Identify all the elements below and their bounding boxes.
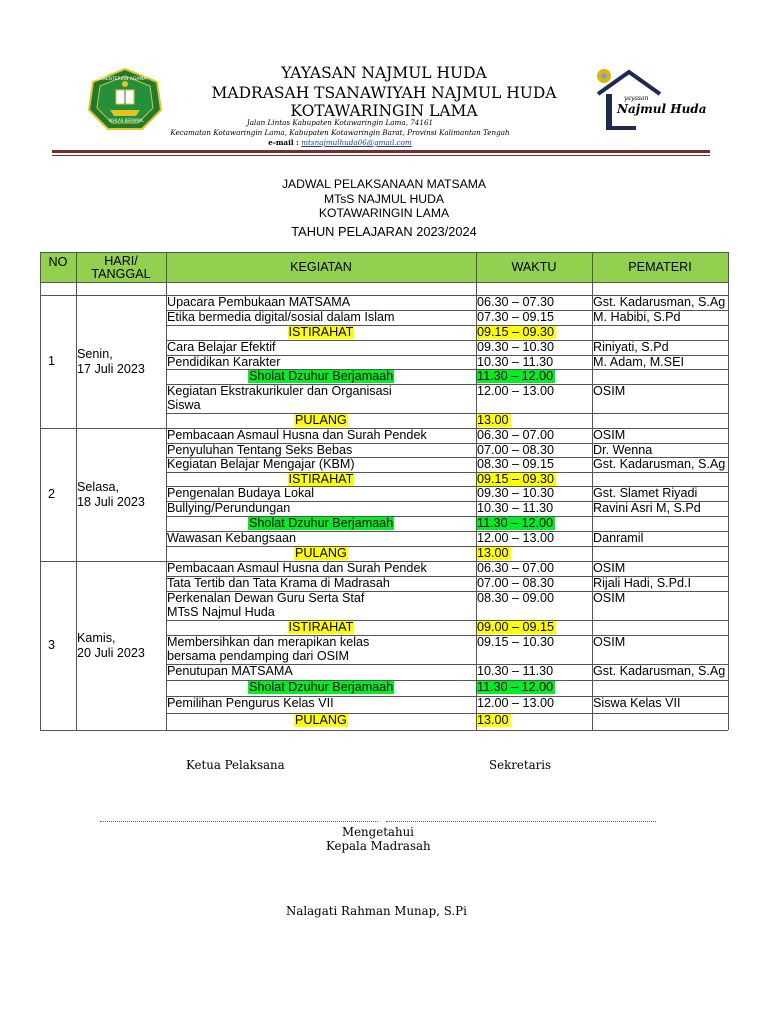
header-waktu: WAKTU — [511, 260, 557, 274]
time: 12.00 – 13.00 — [477, 531, 555, 545]
time: 08.30 – 09.15 — [477, 457, 555, 471]
activity: Membersihkan dan merapikan kelas — [167, 635, 370, 649]
row-line — [166, 325, 728, 326]
speaker: Riniyati, S.Pd — [593, 340, 669, 354]
activity: Kegiatan Ekstrakurikuler dan Organisasi — [167, 384, 392, 398]
header-pemateri: PEMATERI — [628, 260, 692, 274]
column-line — [728, 252, 729, 730]
kemenag-logo-text: KEMENTERIAN AGAMA — [96, 77, 147, 82]
day-number: 1 — [48, 353, 56, 368]
kemenag-logo-motto: IKHLAS BERAMAL — [109, 118, 144, 123]
time: 09.30 – 10.30 — [477, 340, 555, 354]
speaker: OSIM — [593, 384, 626, 398]
column-line — [592, 252, 593, 730]
activity: Bullying/Perundungan — [167, 501, 291, 515]
time: 10.30 – 11.30 — [477, 501, 554, 515]
day-date: 18 Juli 2023 — [77, 494, 145, 509]
time: 07.30 – 09.15 — [477, 310, 555, 324]
time: 13.00 — [477, 413, 509, 427]
activity: Penyuluhan Tentang Seks Bebas — [167, 443, 353, 457]
activity-highlight: PULANG — [295, 713, 347, 727]
activity: Kegiatan Belajar Mengajar (KBM) — [167, 457, 355, 471]
activity: Pengenalan Budaya Lokal — [167, 486, 315, 500]
header-no: NO — [48, 255, 68, 269]
day-number: 2 — [48, 486, 56, 501]
day-line — [40, 561, 166, 562]
activity-highlight: PULANG — [295, 413, 347, 427]
najmul-huda-logo-text: Najmul Huda — [617, 102, 707, 116]
activity: Pembacaan Asmaul Husna dan Surah Pendek — [167, 561, 427, 575]
activity-highlight: ISTIRAHAT — [288, 325, 354, 339]
time: 07.00 – 08.30 — [477, 443, 555, 457]
kepala-name: Nalagati Rahman Munap, S.Pi — [286, 904, 467, 918]
time: 07.00 – 08.30 — [477, 576, 555, 590]
najmul-huda-logo-small: yayasan — [624, 95, 649, 102]
activity: Pendidikan Karakter — [167, 355, 281, 369]
day-line — [40, 428, 166, 429]
speaker: OSIM — [593, 591, 626, 605]
schedule-title: JADWAL PELAKSANAAN MATSAMA — [281, 177, 487, 191]
address-line-2: Kecamatan Kotawaringin Lama, Kabupaten Kotawaringin Barat, Provinsi Kalimantan Tengah — [170, 128, 510, 137]
speaker: Gst. Slamet Riyadi — [593, 486, 698, 500]
time: 11.30 – 12.00 — [477, 680, 554, 694]
column-line — [166, 252, 167, 730]
schedule-year: TAHUN PELAJARAN 2023/2024 — [291, 224, 477, 239]
header-tanggal: TANGGAL — [91, 267, 151, 281]
email-label: e-mail : — [268, 138, 299, 147]
speaker: M. Adam, M.SEI — [593, 355, 684, 369]
mengetahui-label: Mengetahui — [342, 825, 414, 839]
time: 13.00 — [477, 713, 509, 727]
column-line — [40, 252, 41, 730]
time: 09.15 – 09.30 — [477, 325, 555, 339]
time: 13.00 — [477, 546, 509, 560]
school-location: KOTAWARINGIN LAMA — [290, 102, 478, 120]
time: 08.30 – 09.00 — [477, 591, 555, 605]
activity: Pembacaan Asmaul Husna dan Surah Pendek — [167, 428, 427, 442]
row-line — [166, 713, 728, 714]
time: 09.15 – 10.30 — [477, 635, 555, 649]
speaker: Ravini Asri M, S.Pd — [593, 501, 701, 515]
time: 12.00 – 13.00 — [477, 696, 555, 710]
speaker: Rijali Hadi, S.Pd.I — [593, 576, 691, 590]
day-date: 17 Juli 2023 — [77, 361, 145, 376]
time: 11.30 – 12.00 — [477, 369, 554, 383]
row-line — [166, 546, 728, 547]
activity: Cara Belajar Efektif — [167, 340, 276, 354]
activity-continued: Siswa — [167, 398, 201, 412]
speaker: M. Habibi, S.Pd — [593, 310, 681, 324]
activity: Pemilihan Pengurus Kelas VII — [167, 696, 334, 710]
activity: Penutupan MATSAMA — [167, 664, 293, 678]
time: 11.30 – 12.00 — [477, 516, 554, 530]
address-line-1: Jalan Lintas Kabupaten Kotawaringin Lama, 74161 — [246, 118, 434, 127]
speaker: Siswa Kelas VII — [593, 696, 681, 710]
time: 09.15 – 09.30 — [477, 472, 555, 486]
time: 09.30 – 10.30 — [477, 486, 555, 500]
activity-highlight: PULANG — [295, 546, 347, 560]
header-kegiatan: KEGIATAN — [290, 260, 352, 274]
activity-highlight: Sholat Dzuhur Berjamaah — [249, 680, 394, 694]
day-name: Selasa, — [77, 479, 120, 494]
row-line — [166, 472, 728, 473]
day-name: Kamis, — [77, 630, 116, 645]
row-line — [166, 620, 728, 621]
activity: Tata Tertib dan Tata Krama di Madrasah — [167, 576, 390, 590]
ketua-label: Ketua Pelaksana — [186, 758, 285, 772]
activity: Wawasan Kebangsaan — [167, 531, 297, 545]
time: 06.30 – 07.00 — [477, 561, 555, 575]
activity-highlight: Sholat Dzuhur Berjamaah — [249, 369, 394, 383]
email-link[interactable]: mtsnajmulhuda06@gmail.com — [301, 138, 412, 147]
speaker: Gst. Kadarusman, S.Ag — [593, 457, 726, 471]
time: 10.30 – 11.30 — [477, 355, 554, 369]
day-name: Senin, — [77, 346, 113, 361]
time: 10.30 – 11.30 — [477, 664, 554, 678]
activity: Etika bermedia digital/sosial dalam Islam — [167, 310, 395, 324]
header-hari: HARI/ — [104, 254, 138, 268]
sekretaris-signature-line — [386, 821, 656, 822]
speaker: Gst. Kadarusman, S.Ag — [593, 295, 726, 309]
sekretaris-label: Sekretaris — [489, 758, 552, 772]
row-line — [166, 730, 728, 731]
column-line — [76, 252, 77, 730]
speaker: OSIM — [593, 635, 626, 649]
foundation-name: YAYASAN NAJMUL HUDA — [281, 64, 487, 82]
spacer-bottom-line — [40, 295, 728, 296]
activity-highlight: ISTIRAHAT — [288, 472, 354, 486]
header-bottom-line — [40, 282, 728, 283]
column-line — [476, 252, 477, 730]
kepala-label: Kepala Madrasah — [326, 839, 431, 853]
speaker: Gst. Kadarusman, S.Ag — [593, 664, 726, 678]
time: 12.00 – 13.00 — [477, 384, 555, 398]
table-top-line — [40, 252, 728, 253]
activity-continued: MTsS Najmul Huda — [167, 605, 275, 619]
schedule-school: MTsS NAJMUL HUDA — [323, 192, 445, 206]
speaker: OSIM — [593, 428, 626, 442]
day-date: 20 Juli 2023 — [77, 645, 145, 660]
activity: Upacara Pembukaan MATSAMA — [167, 295, 351, 309]
school-name: MADRASAH TSANAWIYAH NAJMUL HUDA — [211, 84, 557, 102]
speaker: Dr. Wenna — [593, 443, 653, 457]
activity-continued: bersama pendamping dari OSIM — [167, 649, 350, 663]
ketua-signature-line — [100, 821, 378, 822]
activity: Perkenalan Dewan Guru Serta Staf — [167, 591, 365, 605]
speaker: Danramil — [593, 531, 644, 545]
schedule-location: KOTAWARINGIN LAMA — [318, 206, 450, 220]
speaker: OSIM — [593, 561, 626, 575]
row-line — [166, 413, 728, 414]
time: 06.30 – 07.30 — [477, 295, 555, 309]
day-number: 3 — [48, 637, 56, 652]
time: 06.30 – 07.00 — [477, 428, 555, 442]
time: 09.00 – 09.15 — [477, 620, 555, 634]
activity-highlight: ISTIRAHAT — [288, 620, 354, 634]
activity-highlight: Sholat Dzuhur Berjamaah — [249, 516, 394, 530]
day-line — [40, 730, 166, 731]
